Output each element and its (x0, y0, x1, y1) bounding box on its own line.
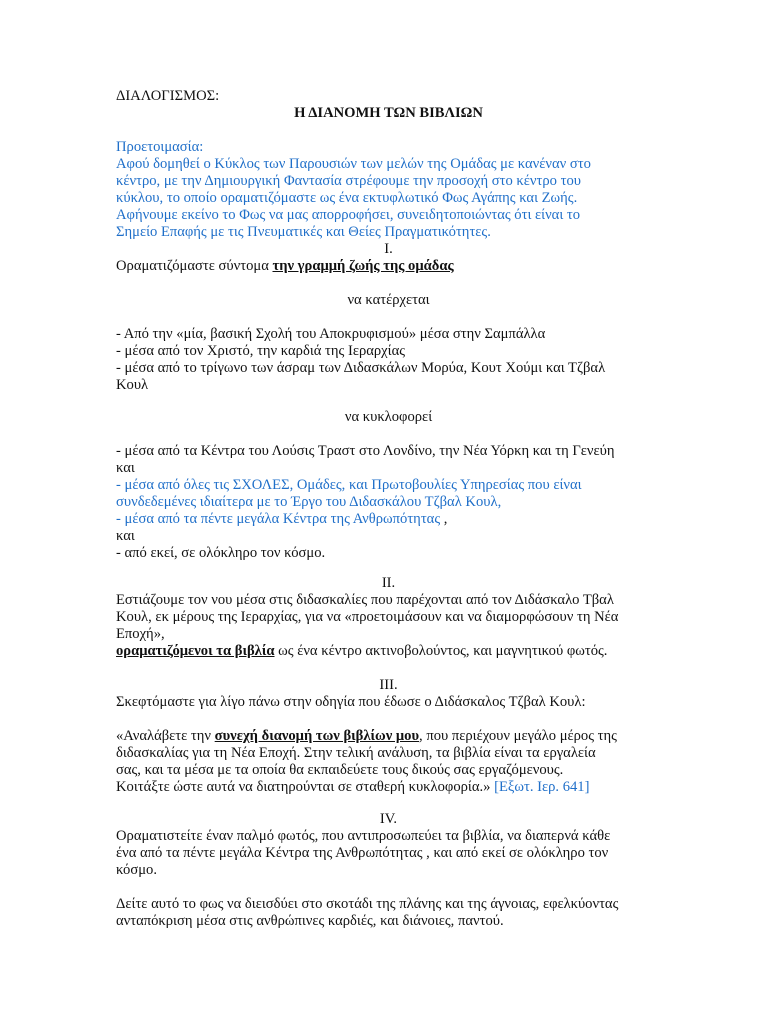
paragraph-line: ένα από τα πέντε μεγάλα Κέντρα της Ανθρωπότητας , και από εκεί σε ολόκληρο τον (116, 845, 609, 861)
paragraph-line: Οραματιστείτε έναν παλμό φωτός, που αντιπροσωπεύει τα βιβλία, να διαπερνά κάθε (116, 828, 611, 844)
prep-line: κέντρο, με την Δημιουργική Φαντασία στρέφουμε την προσοχή στο κέντρο του (116, 173, 581, 189)
section1-subheading-descend: να κατέρχεται (347, 292, 430, 308)
quote-emphasis: συνεχή διανομή των βιβλίων μου (214, 728, 420, 744)
section1-intro-emphasis: την γραμμή ζωής της ομάδας (272, 258, 454, 274)
list-item: - μέσα από τα Κέντρα του Λούσις Τραστ στο Λονδίνο, την Νέα Υόρκη και τη Γενεύη (116, 443, 615, 459)
list-item: - Από την «μία, βασική Σχολή του Αποκρυφισμού» μέσα στην Σαμπάλλα (116, 326, 546, 342)
section4-body (116, 828, 661, 879)
section3-quote (116, 728, 661, 796)
list-item (116, 511, 661, 528)
descent-list (116, 326, 661, 394)
section1-intro (116, 258, 661, 275)
section-number-2: II. (381, 575, 396, 591)
section2-body (116, 592, 661, 660)
section4-closing (116, 896, 661, 930)
prep-line: Αφήνουμε εκείνο το Φως να μας απορροφήσει, συνειδητοποιώντας ότι είναι το (116, 207, 581, 223)
list-item: - μέσα από το τρίγωνο των άσραμ των Διδασκάλων Μορύα, Κουτ Χούμι και Τζβαλ (116, 360, 606, 376)
preparation-block (116, 139, 661, 241)
quote-line (116, 779, 661, 796)
section-number-1: I. (384, 241, 393, 257)
section1-intro-text: Οραματιζόμαστε σύντομα (116, 258, 273, 274)
section1-subheading-circulate: να κυκλοφορεί (344, 409, 433, 425)
section2-emphasis: οραματιζόμενοι τα βιβλία (116, 643, 275, 659)
prep-line: κύκλου, το οποίο οραματιζόμαστε ως ένα εκτυφλωτικό Φως Αγάπης και Ζωής. (116, 190, 578, 206)
paragraph-line: Εστιάζουμε τον νου μέσα στις διδασκαλίες που παρέχονται από τον Διδάσκαλο Τβαλ (116, 592, 614, 608)
section-number-4: IV. (379, 811, 398, 827)
paragraph-line: Εποχή», (116, 626, 165, 642)
list-item: - μέσα από τον Χριστό, την καρδιά της Ιεραρχίας (116, 343, 406, 359)
quote-last: Κοιτάξτε ώστε αυτά να διατηρούνται σε σταθερή κυκλοφορία.» (116, 779, 495, 795)
list-item: και (116, 460, 135, 476)
list-item: συνδεδεμένες ιδιαίτερα με το Έργο του Διδασκάλου Τζβαλ Κουλ, (116, 494, 502, 510)
quote-post: , που περιέχουν μεγάλο μέρος της (419, 728, 617, 744)
section-number-3: III. (379, 677, 398, 693)
list-item-blue-text: - μέσα από τα πέντε μεγάλα Κέντρα της Ανθρωπότητας (116, 511, 441, 527)
list-item: και (116, 528, 135, 544)
paragraph-line: κόσμο. (116, 862, 157, 878)
quote-line: σας, και τα μέσα με τα οποία θα εκπαιδεύετε τους δικούς σας εργαζόμενους. (116, 762, 564, 778)
section3-intro: Σκεφτόμαστε για λίγο πάνω στην οδηγία που έδωσε ο Διδάσκαλος Τζβαλ Κουλ: (116, 694, 586, 710)
paragraph-line: Δείτε αυτό το φως να διεισδύει στο σκοτάδι της πλάνης και της άγνοιας, εφελκύοντας (116, 896, 619, 912)
doc-title: Η ΔΙΑΝΟΜΗ ΤΩΝ ΒΙΒΛΙΩΝ (294, 105, 483, 121)
section2-tail: ως ένα κέντρο ακτινοβολούντος, και μαγνητικού φωτός. (274, 643, 608, 659)
quote-line: διδασκαλίας για τη Νέα Εποχή. Στην τελική ανάλυση, τα βιβλία είναι τα εργαλεία (116, 745, 596, 761)
quote-line (116, 728, 661, 745)
list-item: Κουλ (116, 377, 149, 393)
paragraph-line: ανταπόκριση μέσα στις ανθρώπινες καρδιές, και διάνοιες, παντού. (116, 913, 504, 929)
quote-pre: «Αναλάβετε την (116, 728, 215, 744)
prep-label: Προετοιμασία: (116, 139, 204, 155)
doc-heading: ΔΙΑΛΟΓΙΣΜΟΣ: (116, 88, 220, 104)
circulation-list (116, 443, 661, 562)
list-item-tail: , (440, 511, 448, 527)
prep-line: Αφού δομηθεί ο Κύκλος των Παρουσιών των μελών της Ομάδας με κανέναν στο (116, 156, 591, 172)
list-item: - μέσα από όλες τις ΣΧΟΛΕΣ, Ομάδες, και Πρωτοβουλίες Υπηρεσίας που είναι (116, 477, 582, 493)
paragraph-line: Κουλ, εκ μέρους της Ιεραρχίας, για να «προετοιμάσουν και να διαμορφώσουν τη Νέα (116, 609, 619, 625)
reference-citation: [Εξωτ. Ιερ. 641] (494, 779, 590, 795)
prep-line: Σημείο Επαφής με τις Πνευματικές και Θείες Πραγματικότητες. (116, 224, 491, 240)
paragraph-line (116, 643, 661, 660)
list-item: - από εκεί, σε ολόκληρο τον κόσμο. (116, 545, 326, 561)
